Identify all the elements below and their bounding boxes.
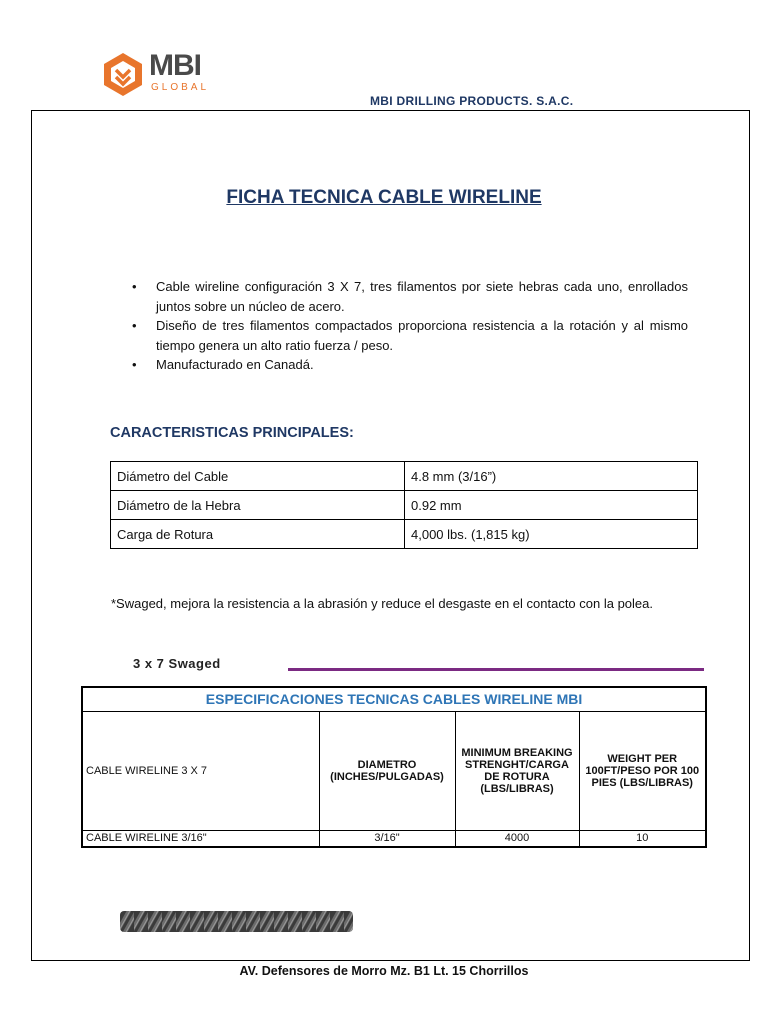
footer-address: AV. Defensores de Morro Mz. B1 Lt. 15 Chorrillos [239,964,529,978]
bullet-icon: • [132,279,137,294]
logo-brand: MBI [149,49,201,82]
list-item: • Diseño de tres filamentos compactados proporciona resistencia a la rotación y al mismo tiempo genera un alto ratio fuerza / peso. [132,318,688,353]
characteristics-table [110,461,698,549]
table-row [111,520,698,549]
divider-line [288,668,704,671]
list-item: • Manufacturado en Canadá. [130,355,688,375]
feature-list [130,277,688,375]
spec-table-title: ESPECIFICACIONES TECNICAS CABLES WIRELINE MBI [82,687,706,711]
table-cell: CABLE WIRELINE 3/16" [82,830,319,847]
spec-table [81,686,707,848]
mbi-logo-icon [101,51,145,97]
cable-image [120,909,353,934]
characteristic-value: 4.8 mm (3/16”) [405,462,698,491]
bullet-icon: • [132,357,137,372]
column-header: DIAMETRO (INCHES/PULGADAS) [319,711,455,830]
column-header: MINIMUM BREAKING STRENGHT/CARGA DE ROTURA (LBS/LIBRAS) [455,711,579,830]
swaged-note: *Swaged, mejora la resistencia a la abrasión y reduce el desgaste en el contacto con la polea. [111,596,653,611]
page-title: FICHA TECNICA CABLE WIRELINE [226,187,542,208]
table-row [111,462,698,491]
characteristic-label: Diámetro de la Hebra [111,491,405,520]
characteristic-label: Diámetro del Cable [111,462,405,491]
bullet-icon: • [132,318,137,333]
table-row [82,830,706,847]
characteristic-value: 4,000 lbs. (1,815 kg) [405,520,698,549]
swaged-label: 3 x 7 Swaged [133,656,221,671]
table-header-row [82,711,706,830]
company-logo [101,51,211,97]
column-header: WEIGHT PER 100FT/PESO POR 100 PIES (LBS/LIBRAS) [579,711,706,830]
table-cell: 10 [579,830,706,847]
column-header: CABLE WIRELINE 3 X 7 [82,711,319,830]
table-row [111,491,698,520]
table-cell: 4000 [455,830,579,847]
company-name: MBI DRILLING PRODUCTS. S.A.C. [370,94,574,108]
logo-subtitle: GLOBAL [151,82,210,93]
table-title-row [82,687,706,711]
characteristic-value: 0.92 mm [405,491,698,520]
list-item: • Cable wireline configuración 3 X 7, tres filamentos por siete hebras cada uno, enrollados juntos sobre un núcleo de acero. [132,279,688,314]
characteristic-label: Carga de Rotura [111,520,405,549]
table-cell: 3/16" [319,830,455,847]
section-heading: CARACTERISTICAS PRINCIPALES: [110,425,354,441]
